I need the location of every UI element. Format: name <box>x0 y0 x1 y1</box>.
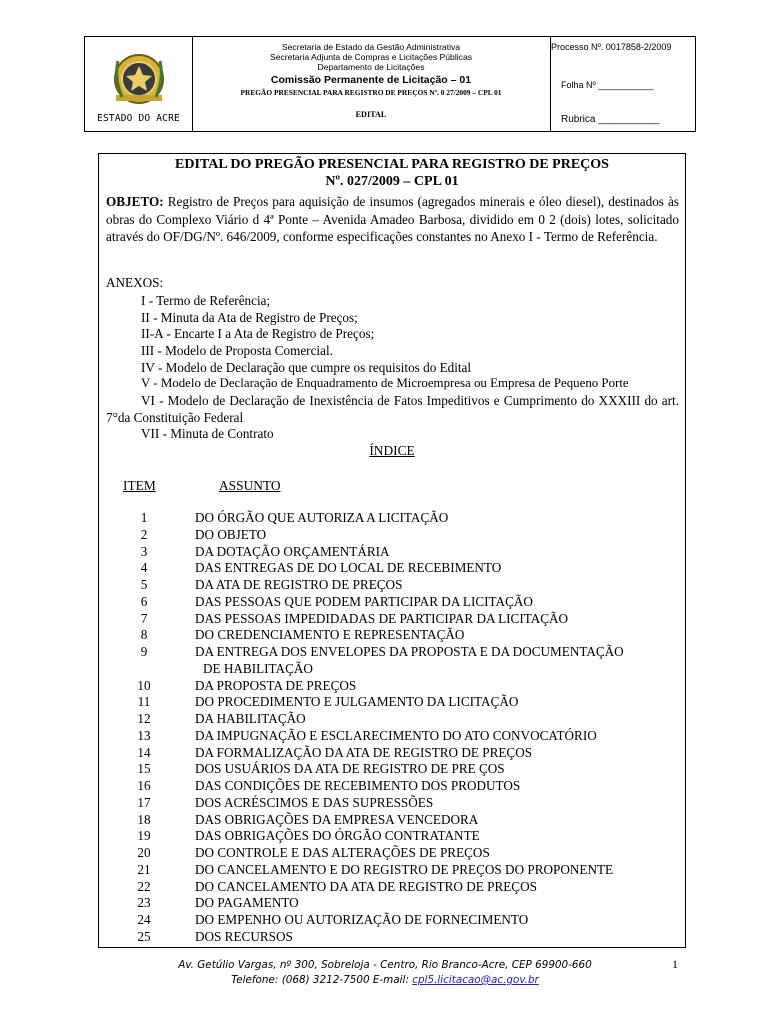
index-item-number: 24 <box>137 912 151 927</box>
index-item-title: DO PAGAMENTO <box>195 895 299 911</box>
index-item-title: DO ÓRGÃO QUE AUTORIZA A LICITAÇÃO <box>195 510 449 525</box>
header-line: Departamento de Licitações <box>317 62 425 72</box>
index-item-number: 19 <box>137 828 151 844</box>
index-item-number: 18 <box>137 811 151 827</box>
footer-phone: Telefone: (068) 3212-7500 E-mail: <box>231 974 413 986</box>
index-item-title: DOS RECURSOS <box>195 928 293 944</box>
edital-content-box <box>98 153 686 948</box>
index-item-number: 25 <box>137 928 151 944</box>
objeto-label: OBJETO: <box>106 194 164 209</box>
rubrica-field: Rubrica ___________ <box>561 114 660 125</box>
index-item-number: 6 <box>140 593 148 609</box>
objeto-paragraph <box>106 193 679 246</box>
index-item-title: DO CREDENCIAMENTO E REPRESENTAÇÃO <box>195 627 465 643</box>
index-item-number: 15 <box>137 761 151 777</box>
index-item-number: 21 <box>137 861 151 877</box>
coat-of-arms-icon <box>112 51 166 107</box>
index-item-title: DA DOTAÇÃO ORÇAMENTÁRIA <box>195 543 390 559</box>
index-item-title: DO CONTROLE E DAS ALTERAÇÕES DE PREÇOS <box>195 845 490 860</box>
document-header <box>84 36 696 132</box>
index-item-number: 10 <box>137 677 151 693</box>
index-item-title: DOS USUÁRIOS DA ATA DE REGISTRO DE PRE ÇOS <box>195 761 505 777</box>
index-item-number: 12 <box>137 711 151 726</box>
index-item-title: DO PROCEDIMENTO E JULGAMENTO DA LICITAÇÃO <box>195 694 519 710</box>
index-item-title: DA IMPUGNAÇÃO E ESCLARECIMENTO DO ATO CONVOCATÓRIO <box>195 727 597 743</box>
index-item-number: 2 <box>140 526 148 542</box>
index-item-title-continuation: DE HABILITAÇÃO <box>203 660 313 676</box>
anexos-label: ANEXOS: <box>106 275 164 290</box>
state-label: ESTADO DO ACRE <box>97 113 180 124</box>
index-item-number: 11 <box>137 694 151 710</box>
page-number: 1 <box>672 957 678 971</box>
folha-field: Folha Nº ___________ <box>561 80 654 90</box>
anexo-item: III - Modelo de Proposta Comercial. <box>141 343 333 358</box>
index-item-title: DAS OBRIGAÇÕES DA EMPRESA VENCEDORA <box>195 811 479 827</box>
index-item-title: DAS CONDIÇÕES DE RECEBIMENTO DOS PRODUTOS <box>195 778 521 793</box>
footer-address: Av. Getúlio Vargas, nº 300, Sobreloja - Centro, Rio Branco-Acre, CEP 69900-660 <box>178 959 592 971</box>
item-column-header: ITEM <box>123 478 156 493</box>
index-item-title: DOS ACRÉSCIMOS E DAS SUPRESSÕES <box>195 794 434 810</box>
index-item-number: 8 <box>140 627 148 643</box>
assunto-column-header: ASSUNTO <box>219 478 281 493</box>
index-item-title: DA PROPOSTA DE PREÇOS <box>195 677 357 693</box>
processo-number: Processo Nº. 0017858-2/2009 <box>551 42 672 52</box>
index-item-title: DAS OBRIGAÇÕES DO ÓRGÃO CONTRATANTE <box>195 828 480 844</box>
index-item-title: DA ENTREGA DOS ENVELOPES DA PROPOSTA E DA DOCUMENTAÇÃO <box>195 644 624 659</box>
anexo-item: VI - Modelo de Declaração de Inexistência de Fatos Impeditivos e Cumprimento do XXXIII do art. 7°da Constituição Federal <box>106 393 679 425</box>
index-item-number: 13 <box>137 727 151 743</box>
index-item-number: 5 <box>140 577 148 592</box>
index-item-number: 16 <box>137 778 151 793</box>
index-item-number: 9 <box>140 644 148 659</box>
footer-contact <box>0 974 770 986</box>
index-item-number: 3 <box>140 543 148 559</box>
anexo-item: IV - Modelo de Declaração que cumpre os requisitos do Edital <box>141 360 472 375</box>
page-subtitle: Nº. 027/2009 – CPL 01 <box>325 174 459 189</box>
header-line: Secretaria Adjunta de Compras e Licitações Públicas <box>269 52 473 62</box>
page-title: EDITAL DO PREGÃO PRESENCIAL PARA REGISTRO DE PREÇOS <box>175 157 609 172</box>
index-item-title: DAS ENTREGAS DE DO LOCAL DE RECEBIMENTO <box>195 560 502 576</box>
anexo-item: I - Termo de Referência; <box>141 293 271 308</box>
index-item-title: DO CANCELAMENTO E DO REGISTRO DE PREÇOS DO PROPONENTE <box>195 861 614 877</box>
index-item-title: DO CANCELAMENTO DA ATA DE REGISTRO DE PREÇOS <box>195 878 537 894</box>
index-item-number: 23 <box>137 895 151 911</box>
index-item-number: 1 <box>140 510 148 525</box>
pregao-label: PREGÃO PRESENCIAL PARA REGISTRO DE PREÇOS Nº. 0 27/2009 – CPL 01 <box>240 88 502 97</box>
commission-label: Comissão Permanente de Licitação – 01 <box>270 74 472 86</box>
index-item-number: 17 <box>137 794 151 810</box>
index-item-title: DA ATA DE REGISTRO DE PREÇOS <box>195 577 403 592</box>
index-item-number: 20 <box>137 845 151 860</box>
index-item-number: 22 <box>137 878 151 894</box>
anexo-item: II - Minuta da Ata de Registro de Preços; <box>141 310 358 325</box>
index-item-title: DAS PESSOAS IMPEDIDADAS DE PARTICIPAR DA LICITAÇÃO <box>195 610 569 626</box>
edital-label: EDITAL <box>355 110 387 119</box>
index-item-title: DA FORMALIZAÇÃO DA ATA DE REGISTRO DE PREÇOS <box>195 744 533 760</box>
anexo-item: II-A - Encarte I a Ata de Registro de Preços; <box>141 326 375 341</box>
index-item-title: DO OBJETO <box>195 526 267 542</box>
email-link[interactable]: cpl5.licitacao@ac.gov.br <box>412 974 539 986</box>
index-item-number: 7 <box>140 610 148 626</box>
indice-heading: ÍNDICE <box>369 443 415 458</box>
index-item-title: DAS PESSOAS QUE PODEM PARTICIPAR DA LICITAÇÃO <box>195 593 533 609</box>
anexo-item: V - Modelo de Declaração de Enquadramento de Microempresa ou Empresa de Pequeno Porte <box>141 376 629 390</box>
header-line: Secretaria de Estado da Gestão Administrativa <box>281 42 461 52</box>
anexo-item: VII - Minuta de Contrato <box>141 426 274 441</box>
index-item-title: DO EMPENHO OU AUTORIZAÇÃO DE FORNECIMENTO <box>195 912 529 927</box>
index-item-title: DA HABILITAÇÃO <box>195 711 306 726</box>
index-item-number: 4 <box>140 560 148 576</box>
index-item-number: 14 <box>137 744 151 760</box>
objeto-text: Registro de Preços para aquisição de insumos (agregados minerais e óleo diesel), destinados às obras do Complexo Viário d 4ª Ponte – Avenida Amadeo Barbosa, dividido em 0 2 (dois) lotes, solicitado através do OF/DG/Nº. 646/2009, conforme especificações constantes no Anexo I - Termo de Referência. <box>106 194 679 244</box>
